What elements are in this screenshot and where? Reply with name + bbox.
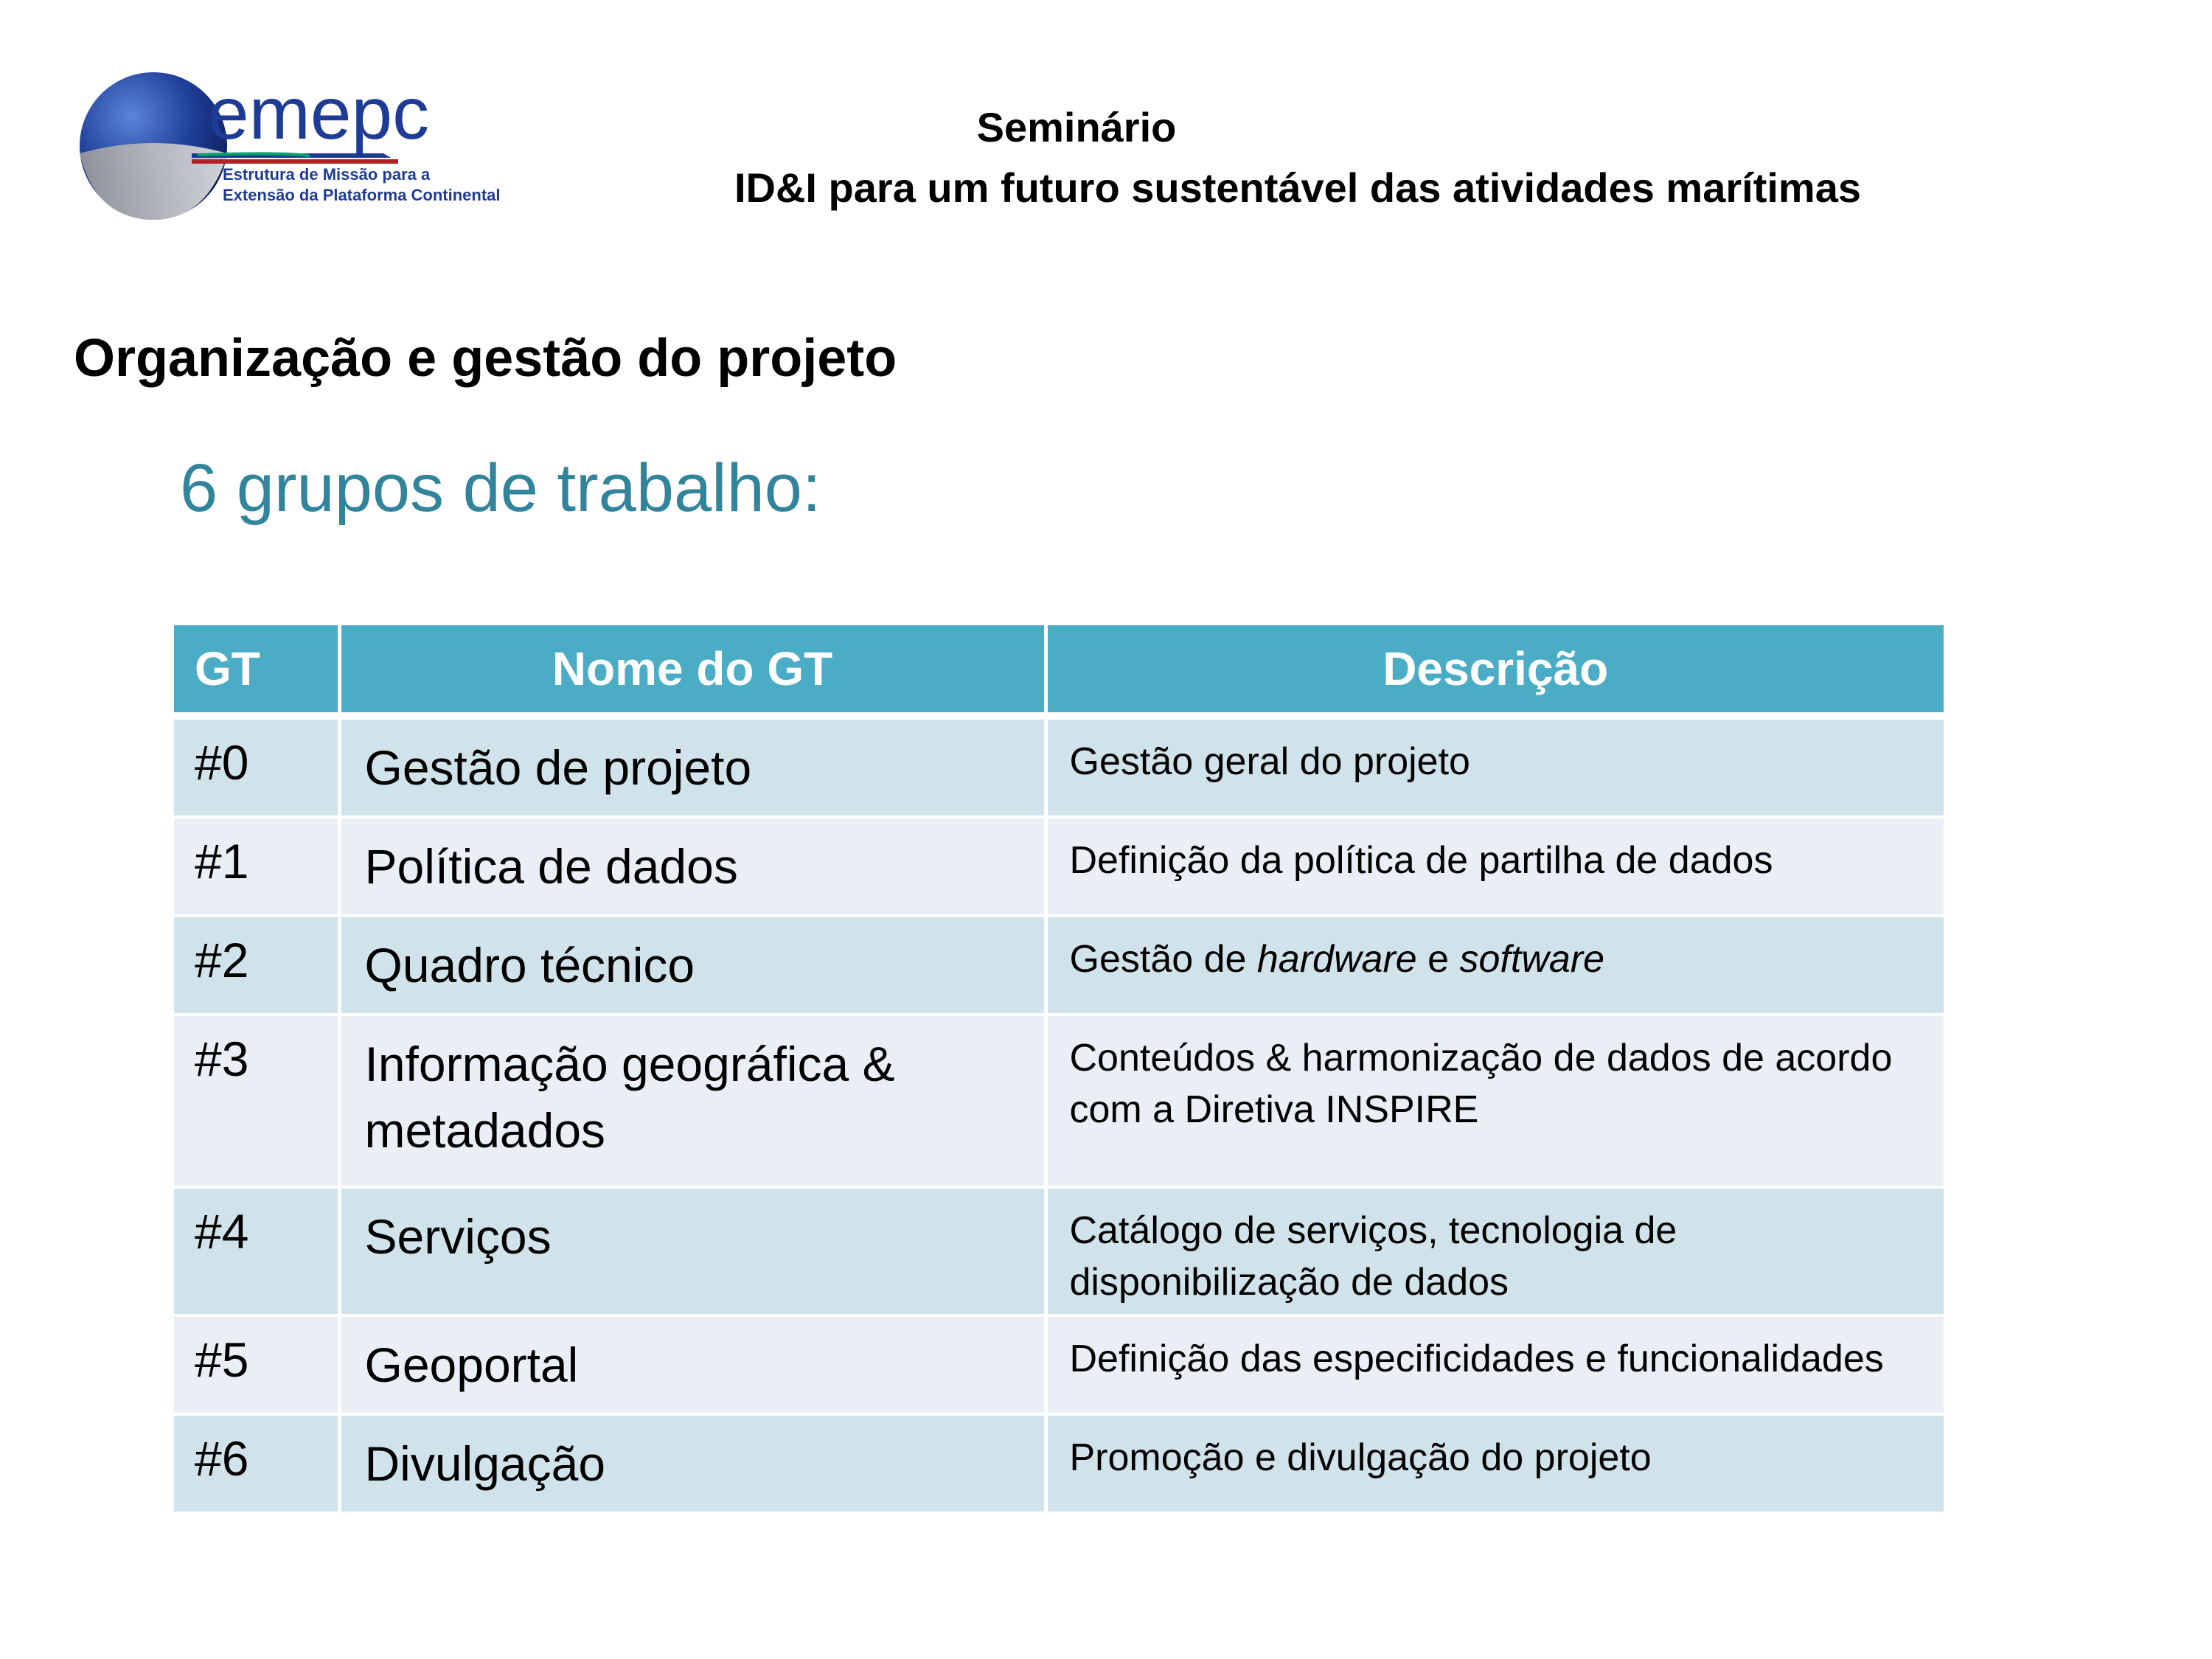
gt-number: #5 bbox=[174, 1315, 339, 1414]
header-nome: Nome do GT bbox=[339, 625, 1046, 716]
gt-description: Definição das especificidades e funcionalidades bbox=[1046, 1315, 1944, 1414]
desc-line: com a Diretiva INSPIRE bbox=[1069, 1088, 1479, 1131]
table-row bbox=[174, 1187, 1944, 1315]
gt-number: #0 bbox=[174, 716, 339, 817]
table-header-row bbox=[174, 625, 1944, 716]
logo-line-2: Extensão da Plataforma Continental bbox=[223, 186, 501, 204]
table-row bbox=[174, 1315, 1944, 1414]
gt-name-line: Informação geográfica & bbox=[364, 1037, 895, 1091]
gt-description: Promoção e divulgação do projeto bbox=[1046, 1414, 1944, 1513]
gt-description bbox=[1046, 1015, 1944, 1187]
desc-line: Conteúdos & harmonização de dados de acordo bbox=[1069, 1037, 1893, 1079]
table-row bbox=[174, 916, 1944, 1015]
gt-number: #3 bbox=[174, 1015, 339, 1187]
gt-description bbox=[1046, 916, 1944, 1015]
header-gt: GT bbox=[174, 625, 339, 716]
table-row bbox=[174, 716, 1944, 817]
slide-subtitle: 6 grupos de trabalho: bbox=[180, 451, 821, 526]
gt-name: Gestão de projeto bbox=[339, 716, 1046, 817]
gt-name: Geoportal bbox=[339, 1315, 1046, 1414]
gt-name-line: metadados bbox=[364, 1103, 606, 1158]
gt-description bbox=[1046, 1187, 1944, 1315]
gt-name: Divulgação bbox=[339, 1414, 1046, 1513]
seminar-subtitle: ID&I para um futuro sustentável das atividades marítimas bbox=[734, 164, 1862, 211]
table-row bbox=[174, 1015, 1944, 1187]
seminar-title: Seminário bbox=[976, 104, 1177, 150]
gt-number: #6 bbox=[174, 1414, 339, 1513]
desc-line: Catálogo de serviços, tecnologia de bbox=[1069, 1209, 1677, 1252]
logo-wordmark: emepc bbox=[208, 72, 430, 155]
gt-description: Definição da política de partilha de dados bbox=[1046, 817, 1944, 916]
desc-text: Gestão de bbox=[1069, 938, 1257, 981]
table-row bbox=[174, 817, 1944, 916]
gt-name: Quadro técnico bbox=[339, 916, 1046, 1015]
gt-description: Gestão geral do projeto bbox=[1046, 716, 1944, 817]
logo-line-1: Estrutura de Missão para a bbox=[223, 165, 431, 184]
desc-italic-software: software bbox=[1459, 938, 1605, 981]
work-groups-table bbox=[174, 625, 1944, 1514]
gt-number: #1 bbox=[174, 817, 339, 916]
seminar-header bbox=[734, 97, 2212, 218]
gt-number: #4 bbox=[174, 1187, 339, 1315]
gt-name: Política de dados bbox=[339, 817, 1046, 916]
header-descricao: Descrição bbox=[1046, 625, 1944, 716]
table-row bbox=[174, 1414, 1944, 1513]
desc-text: e bbox=[1416, 938, 1460, 981]
desc-line: disponibilização de dados bbox=[1069, 1261, 1509, 1304]
gt-name bbox=[339, 1015, 1046, 1187]
gt-number: #2 bbox=[174, 916, 339, 1015]
gt-name: Serviços bbox=[339, 1187, 1046, 1315]
section-title: Organização e gestão do projeto bbox=[74, 329, 897, 388]
desc-italic-hardware: hardware bbox=[1256, 938, 1417, 981]
